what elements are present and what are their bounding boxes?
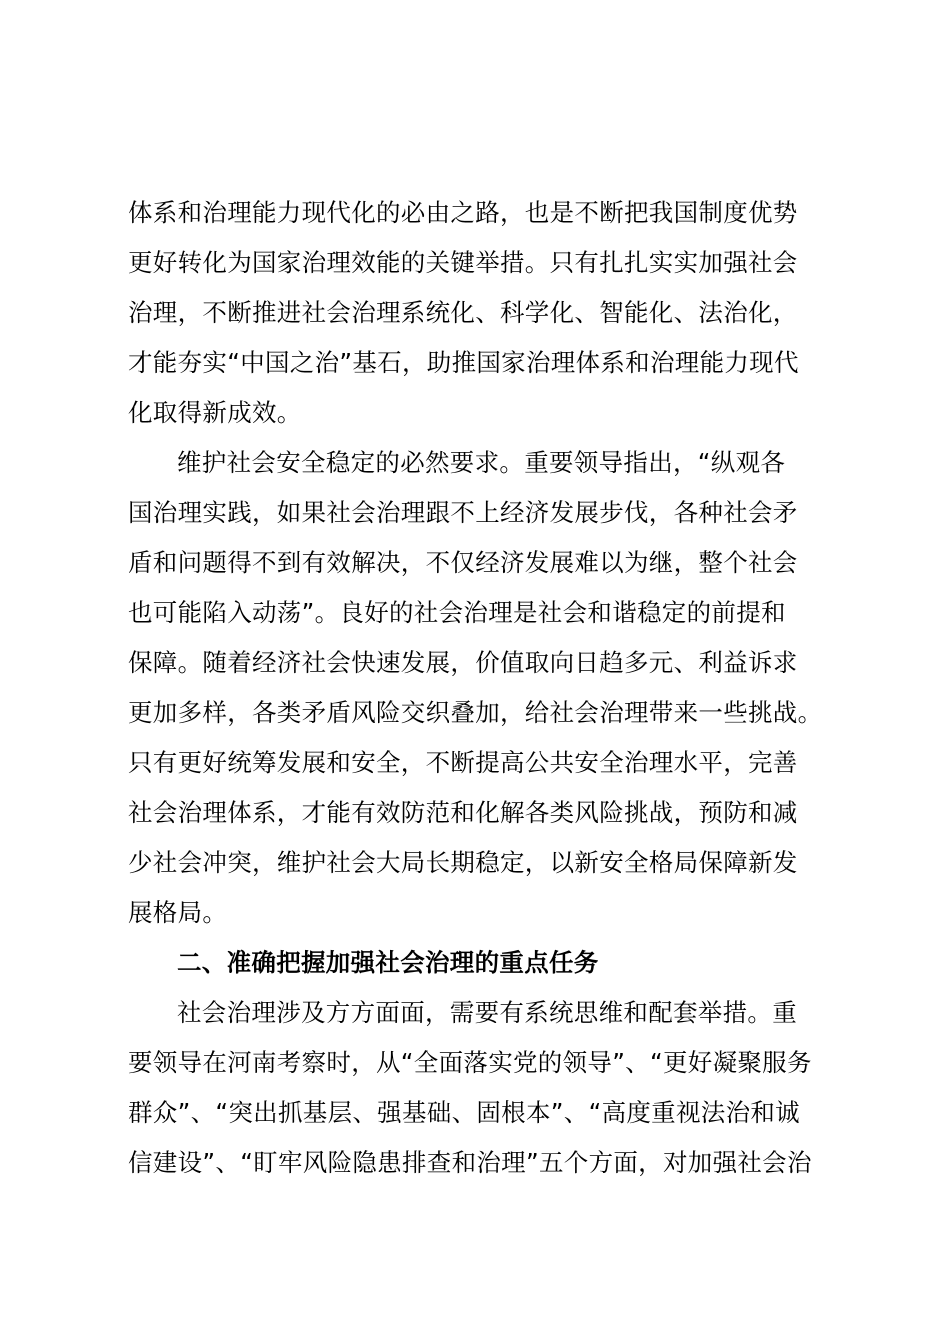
paragraph-line: 更加多样，各类矛盾风险交织叠加，给社会治理带来一些挑战。 [128, 698, 823, 727]
paragraph-line: 要领导在河南考察时，从“全面落实党的领导”、“更好凝聚服务 [128, 1048, 812, 1077]
document-body [128, 188, 828, 1188]
paragraph-line: 化取得新成效。 [128, 398, 302, 427]
paragraph-line: 治理，不断推进社会治理系统化、科学化、智能化、法治化， [128, 298, 798, 327]
paragraph-line: 也可能陷入动荡”。良好的社会治理是社会和谐稳定的前提和 [128, 598, 786, 627]
paragraph-first-line: 社会治理涉及方方面面，需要有系统思维和配套举措。重 [177, 998, 797, 1027]
paragraph-line: 才能夯实“中国之治”基石，助推国家治理体系和治理能力现代 [128, 348, 799, 377]
paragraph-line: 盾和问题得不到有效解决，不仅经济发展难以为继，整个社会 [128, 548, 798, 577]
paragraph-line: 只有更好统筹发展和安全，不断提高公共安全治理水平，完善 [128, 748, 798, 777]
paragraph-line: 社会治理体系，才能有效防范和化解各类风险挑战，预防和减 [128, 798, 798, 827]
paragraph-line: 展格局。 [128, 898, 228, 927]
paragraph-line: 少社会冲突，维护社会大局长期稳定，以新安全格局保障新发 [128, 848, 798, 877]
paragraph-line: 更好转化为国家治理效能的关键举措。只有扎扎实实加强社会 [128, 248, 798, 277]
section-heading: 二、准确把握加强社会治理的重点任务 [177, 948, 599, 977]
paragraph-line: 体系和治理能力现代化的必由之路，也是不断把我国制度优势 [128, 198, 798, 227]
paragraph-line: 国治理实践，如果社会治理跟不上经济发展步伐，各种社会矛 [128, 498, 798, 527]
paragraph-first-line: 维护社会安全稳定的必然要求。重要领导指出，“纵观各 [177, 448, 786, 477]
paragraph-line: 信建设”、“盯牢风险隐患排查和治理”五个方面，对加强社会治 [128, 1148, 812, 1177]
paragraph-line: 保障。随着经济社会快速发展，价值取向日趋多元、利益诉求 [128, 648, 798, 677]
paragraph-line: 群众”、“突出抓基层、强基础、固根本”、“高度重视法治和诚 [128, 1098, 800, 1127]
